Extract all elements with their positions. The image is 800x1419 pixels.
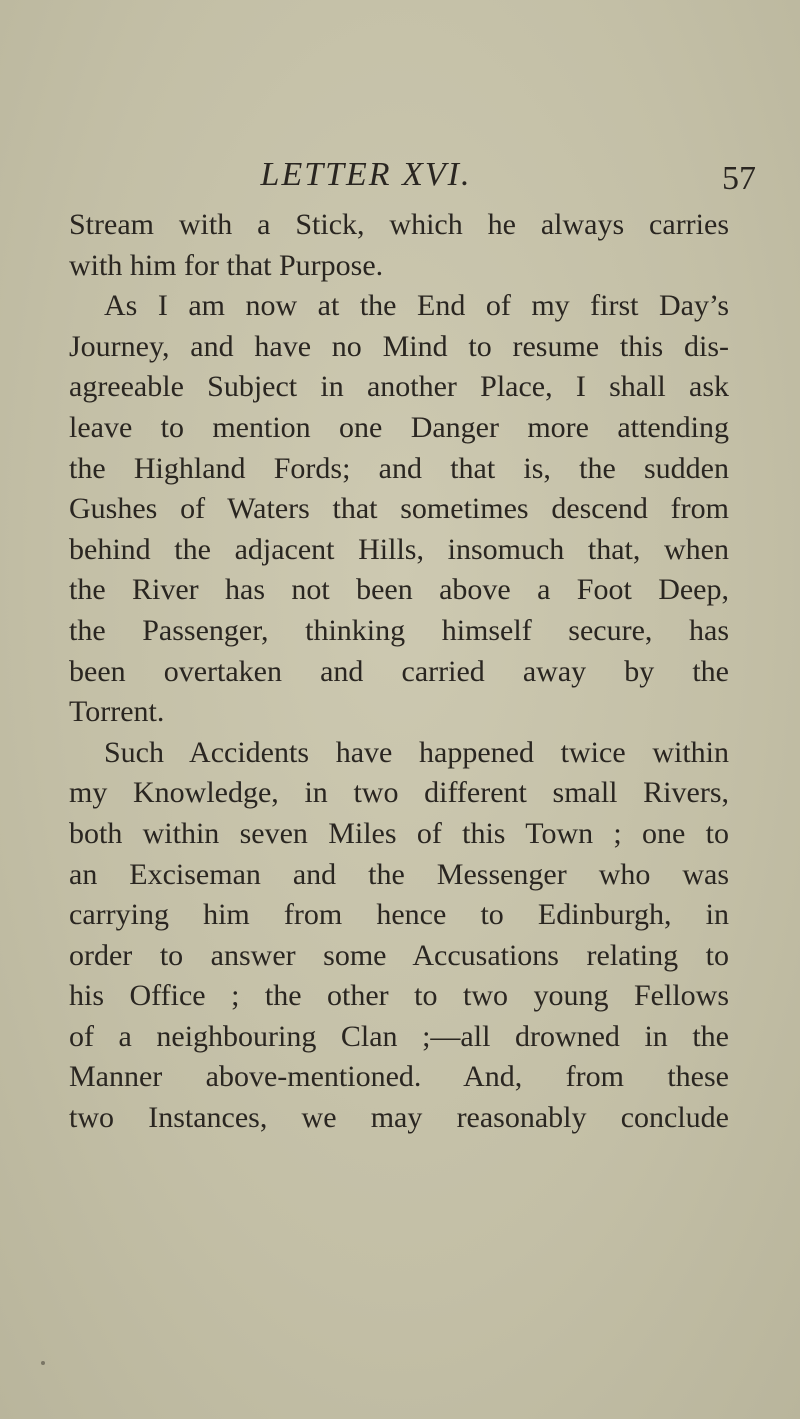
text-line: his Office ; the other to two young Fellows <box>69 979 729 1013</box>
text-line: the Passenger, thinking himself secure, has <box>69 613 729 647</box>
text-line: the Highland Fords; and that is, the sudden <box>69 451 729 485</box>
text-line: agreeable Subject in another Place, I shall ask <box>69 370 729 404</box>
text-line: leave to mention one Danger more attending <box>69 410 729 444</box>
text-line: Journey, and have no Mind to resume this dis- <box>69 329 729 363</box>
paper-speck <box>41 1361 45 1365</box>
text-line: both within seven Miles of this Town ; one to <box>69 816 729 850</box>
page-header <box>0 152 800 202</box>
text-line: of a neighbouring Clan ;—all drowned in the <box>69 1019 729 1053</box>
page-number: 57 <box>722 160 756 197</box>
text-line: been overtaken and carried away by the <box>69 654 729 688</box>
running-head: LETTER XVI. <box>260 156 472 193</box>
text-line: Such Accidents have happened twice within <box>104 735 729 769</box>
text-line: my Knowledge, in two different small Rivers, <box>69 776 729 810</box>
text-line: carrying him from hence to Edinburgh, in <box>69 898 729 932</box>
text-line: two Instances, we may reasonably conclude <box>69 1101 729 1135</box>
text-line: an Exciseman and the Messenger who was <box>69 857 729 891</box>
text-line: Gushes of Waters that sometimes descend from <box>69 492 729 526</box>
text-line: As I am now at the End of my first Day’s <box>104 289 729 323</box>
text-line: behind the adjacent Hills, insomuch that, when <box>69 532 729 566</box>
body-text <box>69 205 729 1139</box>
text-line: with him for that Purpose. <box>69 248 384 282</box>
text-line: order to answer some Accusations relating to <box>69 938 729 972</box>
text-line: Manner above-mentioned. And, from these <box>69 1060 729 1094</box>
text-line: the River has not been above a Foot Deep, <box>69 573 729 607</box>
text-line: Stream with a Stick, which he always carries <box>69 208 729 241</box>
text-line: Torrent. <box>69 695 165 729</box>
